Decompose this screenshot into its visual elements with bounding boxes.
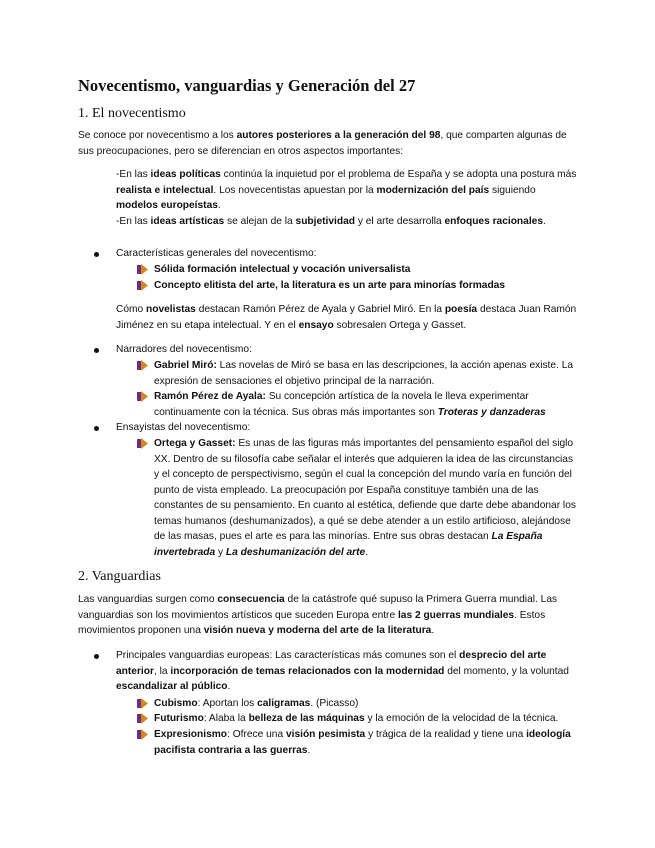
- list-item: Sólida formación intelectual y vocación universalista: [136, 262, 580, 278]
- caracteristicas-label: Características generales del novecentismo:: [116, 248, 317, 259]
- bullet-dot-icon: [94, 348, 99, 353]
- page-title: Novecentismo, vanguardias y Generación del 27: [78, 76, 416, 95]
- list-item: Ortega y Gasset: Es unas de las figuras más importantes del pensamiento español del siglo XX. Dentro de su filosofía cabe señalar el interés que adquieren la idea de las circunstancias y el concepto de perspectivismo, según el cual la concepción del mundo varía en función del punto de vista empleado. La preocupación por España constituye también una de las constantes de su pensamiento. En cuanto al estética, defiende que darte debe abandonar los temas humanos (deshumanizados), a qué se debe atender a un estilo artificioso, alejándose de las masas, pues el arte es para las minorías. Entre sus obras destacan La España invertebrada y La deshumanización del arte.: [136, 436, 580, 560]
- list-item: Expresionismo: Ofrece una visión pesimista y trágica de la realidad y tiene una ideología pacifista contraria a las guerras.: [136, 727, 580, 758]
- ensayistas-label: Ensayistas del novecentismo:: [116, 422, 251, 433]
- list-item: Futurismo: Alaba la belleza de las máquinas y la emoción de la velocidad de la técnica.: [136, 711, 580, 727]
- arrow-bullet-icon: [136, 729, 148, 740]
- bullet-dot-icon: [94, 654, 99, 659]
- arrow-bullet-icon: [136, 280, 148, 291]
- bullet-dot-icon: [94, 252, 99, 257]
- arrow-bullet-icon: [136, 438, 148, 449]
- arrow-bullet-icon: [136, 391, 148, 402]
- list-item: Ramón Pérez de Ayala: Su concepción artística de la novela le lleva experimentar continuamente con la técnica. Sus obras más importantes son Troteras y danzaderas: [136, 389, 580, 420]
- list-item: Concepto elitista del arte, la literatura es un arte para minorías formadas: [136, 278, 580, 294]
- arrow-bullet-icon: [136, 713, 148, 724]
- ideas-politicas-paragraph: -En las ideas políticas continúa la inquietud por el problema de España y se adopta una postura más realista e intelectual. Los novecentistas apuestan por la modernización del país siguiendo modelos europeístas.: [116, 169, 577, 211]
- section-heading-vanguardias: 2. Vanguardias: [78, 569, 161, 584]
- list-item: Cubismo: Aportan los caligramas. (Picasso): [136, 696, 580, 712]
- novecentismo-intro: Se conoce por novecentismo a los autores posteriores a la generación del 98, que comparten algunas de sus preocupaciones, pero se diferencian en otros aspectos importantes:: [78, 130, 567, 157]
- arrow-bullet-icon: [136, 698, 148, 709]
- section-heading-novecentismo: 1. El novecentismo: [78, 106, 186, 121]
- arrow-bullet-icon: [136, 360, 148, 371]
- bullet-dot-icon: [94, 426, 99, 431]
- arrow-bullet-icon: [136, 264, 148, 275]
- narradores-label: Narradores del novecentismo:: [116, 344, 252, 355]
- principales-vanguardias: Principales vanguardias europeas: Las características más comunes son el desprecio del arte anterior, la incorporación de temas relacionados con la modernidad del momento, y la voluntad escandalizar al público.: [116, 650, 569, 692]
- destacados-paragraph: Cómo novelistas destacan Ramón Pérez de Ayala y Gabriel Miró. En la poesía destaca Juan Ramón Jiménez en su etapa intelectual. Y en el ensayo sobresalen Ortega y Gasset.: [116, 304, 577, 331]
- ideas-artisticas-paragraph: -En las ideas artísticas se alejan de la subjetividad y el arte desarrolla enfoques racionales.: [116, 216, 546, 227]
- list-item: Gabriel Miró: Las novelas de Miró se basa en las descripciones, la acción apenas existe. La expresión de sensaciones el objetivo principal de la narración.: [136, 358, 580, 389]
- vanguardias-intro: Las vanguardias surgen como consecuencia de la catástrofe qué supuso la Primera Guerra mundial. Las vanguardias son los movimientos artísticos que suceden Europa entre las 2 guerras mundiales. Estos movimientos proponen una visión nueva y moderna del arte de la literatura.: [78, 594, 558, 636]
